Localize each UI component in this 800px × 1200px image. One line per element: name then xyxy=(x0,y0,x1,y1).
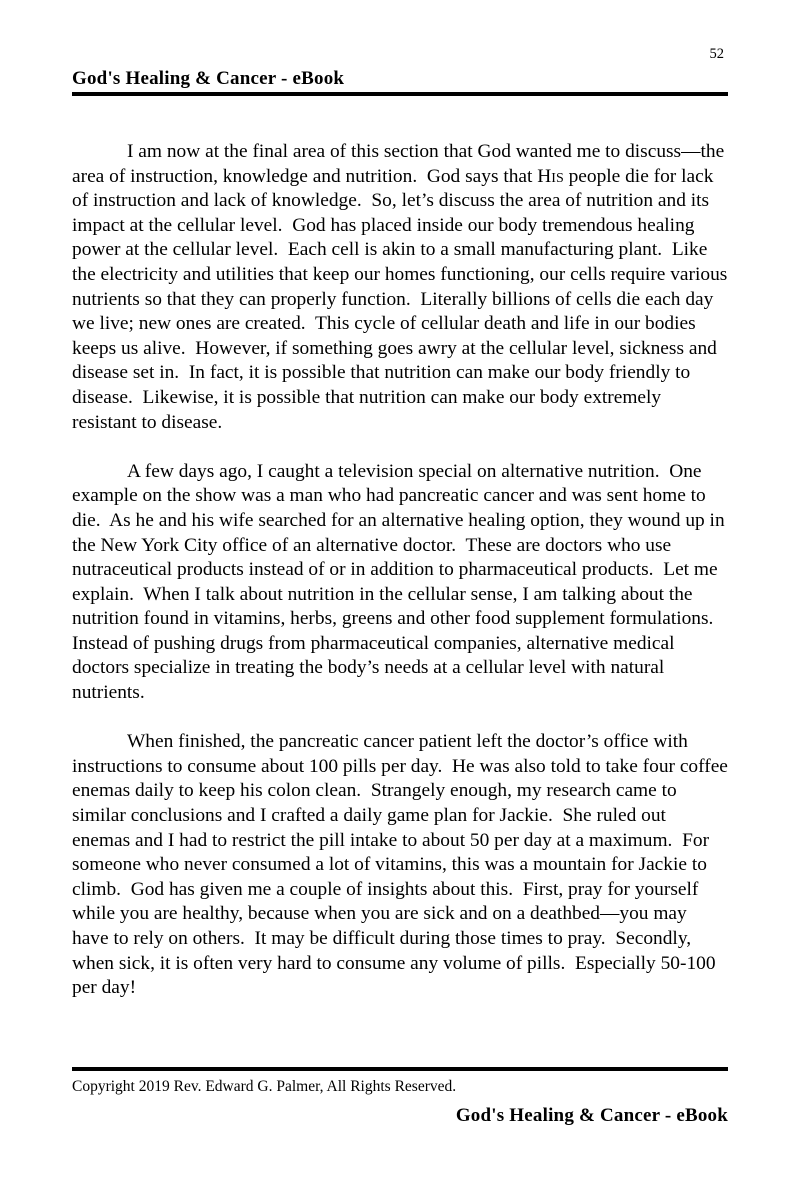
body-text xyxy=(72,140,733,1001)
copyright-notice: Copyright 2019 Rev. Edward G. Palmer, All Rights Reserved. xyxy=(72,1078,457,1095)
paragraph-1-text-end: people die for lack of instruction and lack of knowledge. So, let’s discuss the area of nutrition and its impact at the cellular level. God has placed inside our body tremendous healing power at the cellular level. Each cell is akin to a small manufacturing plant. Like the electricity and utilities that keep our homes functioning, our cells require various nutrients so that they can properly function. Literally billions of cells die each day we live; new ones are created. This cycle of cellular death and life in our bodies keeps us alive. However, if something goes awry at the cellular level, sickness and disease set in. In fact, it is possible that nutrition can make our body friendly to disease. Likewise, it is possible that nutrition can make our body extremely resistant to disease. xyxy=(72,165,733,433)
footer-rule-divider xyxy=(72,1067,728,1071)
footer-title: God's Healing & Cancer - eBook xyxy=(455,1105,728,1126)
page-footer xyxy=(72,1067,728,1128)
header-title: God's Healing & Cancer - eBook xyxy=(72,68,345,89)
page-number: 52 xyxy=(709,46,724,62)
page-header xyxy=(72,67,728,96)
paragraph-3: When finished, the pancreatic cancer patient left the doctor’s office with instructions to consume about 100 pills per day. He was also told to take four coffee enemas daily to keep his colon clean. Strangely enough, my research came to similar conclusions and I crafted a daily game plan for Jackie. She ruled out enemas and I had to restrict the pill intake to about 50 per day at a maximum. For someone who never consumed a lot of vitamins, this was a mountain for Jackie to climb. God has given me a couple of insights about this. First, pray for yourself while you are healthy, because when you are sick and on a deathbed—you may have to rely on others. It may be difficult during those times to pray. Secondly, when sick, it is often very hard to consume any volume of pills. Especially 50-100 per day! xyxy=(72,731,733,999)
paragraph-1-smallcaps-his: His xyxy=(537,165,564,187)
header-rule-divider xyxy=(72,92,728,96)
paragraph-1 xyxy=(72,140,733,435)
paragraph-2: A few days ago, I caught a television special on alternative nutrition. One example on the show was a man who had pancreatic cancer and was sent home to die. As he and his wife searched for an alternative healing option, they wound up in the New York City office of an alternative doctor. These are doctors who use nutraceutical products instead of or in addition to pharmaceutical products. Let me explain. When I talk about nutrition in the cellular sense, I am talking about the nutrition found in vitamins, herbs, greens and other food supplement formulations. Instead of pushing drugs from pharmaceutical companies, alternative medical doctors specialize in treating the body’s needs at a cellular level with natural nutrients. xyxy=(72,460,730,704)
paragraph-1-text-start: I am now at the final area of this section that God wanted me to discuss—the area of instruction, knowledge and nutrition. God says that xyxy=(72,141,730,187)
